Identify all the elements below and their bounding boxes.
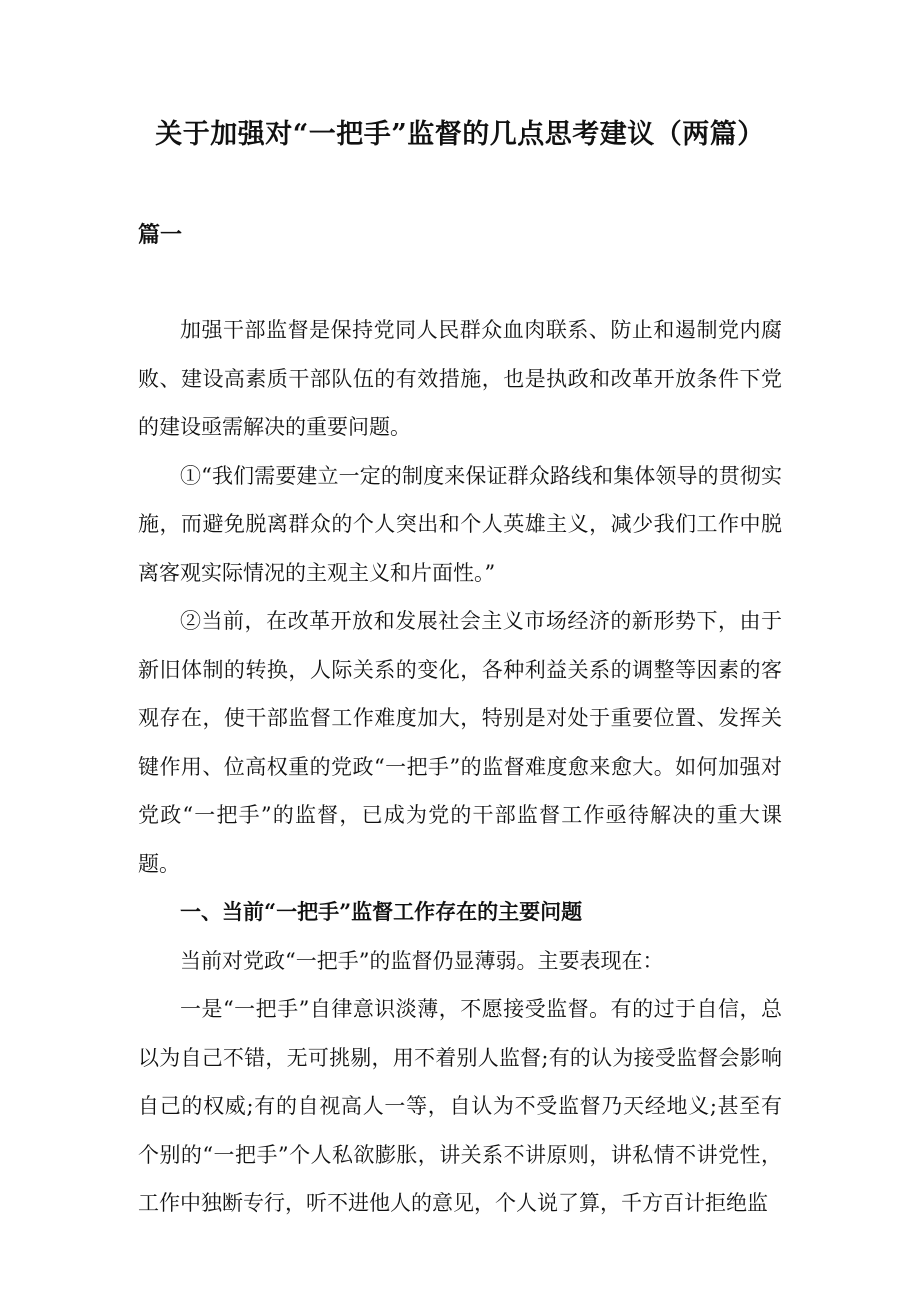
section-label: 篇一 xyxy=(138,222,183,248)
body-paragraph: ②当前，在改革开放和发展社会主义市场经济的新形势下，由于新旧体制的转换，人际关系的变化，各种利益关系的调整等因素的客观存在，使干部监督工作难度加大，特别是对处于重要位置、发挥关键作用、位高权重的党政“一把手”的监督难度愈来愈大。如何加强对党政“一把手”的监督，已成为党的干部监督工作亟待解决的重大课题。 xyxy=(138,609,782,876)
body-paragraph: 当前对党政“一把手”的监督仍显薄弱。主要表现在： xyxy=(180,948,664,973)
document-body xyxy=(138,306,782,1228)
section-heading: 一、当前“一把手”监督工作存在的主要问题 xyxy=(180,899,583,924)
document-title: 关于加强对“一把手”监督的几点思考建议（两篇） xyxy=(155,119,765,150)
body-paragraph: 加强干部监督是保持党同人民群众血肉联系、防止和遏制党内腐败、建设高素质干部队伍的有效措施，也是执政和改革开放条件下党的建设亟需解决的重要问题。 xyxy=(138,318,782,439)
body-paragraph: 一是“一把手”自律意识淡薄，不愿接受监督。有的过于自信，总以为自己不错，无可挑剔，用不着别人监督;有的认为接受监督会影响自己的权威;有的自视高人一等，自认为不受监督乃天经地义;甚至有个别的“一把手”个人私欲膨胀，讲关系不讲原则，讲私情不讲党性，工作中独断专行，听不进他人的意见，个人说了算，千方百计拒绝监 xyxy=(138,997,782,1215)
body-paragraph: ①“我们需要建立一定的制度来保证群众路线和集体领导的贯彻实施，而避免脱离群众的个人突出和个人英雄主义，减少我们工作中脱离客观实际情况的主观主义和片面性。” xyxy=(138,463,782,585)
